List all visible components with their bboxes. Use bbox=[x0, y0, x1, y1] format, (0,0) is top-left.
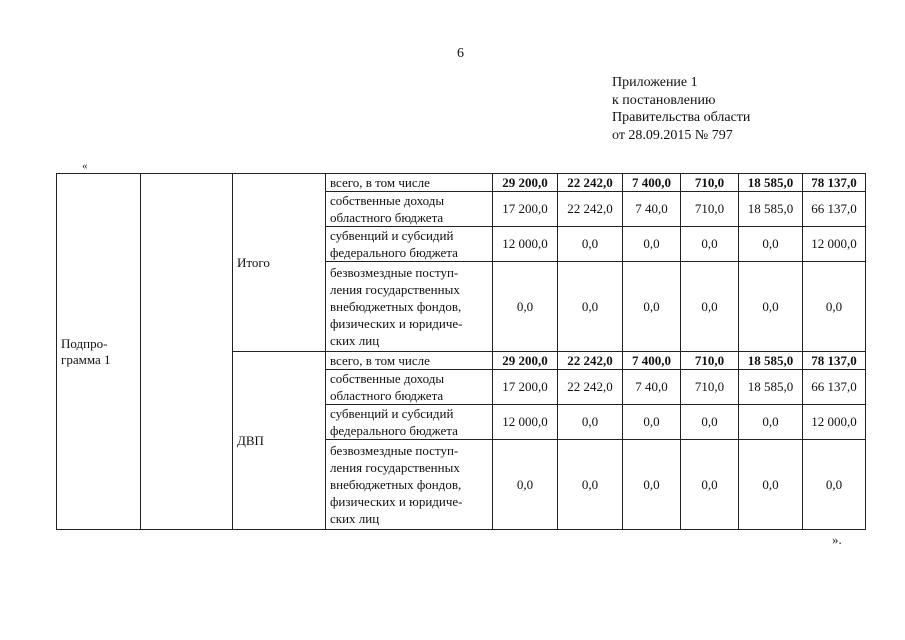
amount-cell: 0,0 bbox=[558, 227, 623, 262]
amount-cell: 710,0 bbox=[681, 352, 739, 370]
amount-cell: 7 40,0 bbox=[623, 192, 681, 227]
funding-source-cell: Итого bbox=[233, 174, 326, 352]
amount-cell: 0,0 bbox=[803, 440, 866, 530]
amount-cell: 17 200,0 bbox=[493, 370, 558, 405]
table-row bbox=[57, 174, 866, 192]
amount-cell: 710,0 bbox=[681, 192, 739, 227]
amount-cell: 0,0 bbox=[623, 405, 681, 440]
amount-cell: 0,0 bbox=[739, 440, 803, 530]
funding-type-line: физических и юридиче- bbox=[330, 494, 463, 509]
appendix-header bbox=[612, 74, 750, 144]
amount-cell: 0,0 bbox=[558, 440, 623, 530]
subprogram-name-line: Подпро- bbox=[61, 335, 108, 351]
subprogram-name-line: грамма 1 bbox=[61, 351, 111, 367]
funding-type-line: ления государственных bbox=[330, 282, 460, 297]
amount-cell: 29 200,0 bbox=[493, 174, 558, 192]
funding-type-line: всего, в том числе bbox=[330, 353, 430, 368]
amount-cell: 0,0 bbox=[623, 440, 681, 530]
funding-type-line: областного бюджета bbox=[330, 210, 444, 225]
funding-type-line: ских лиц bbox=[330, 511, 380, 526]
amount-cell: 0,0 bbox=[493, 440, 558, 530]
table-body bbox=[57, 174, 866, 530]
amount-cell: 66 137,0 bbox=[803, 370, 866, 405]
amount-cell: 7 40,0 bbox=[623, 370, 681, 405]
funding-type-cell bbox=[326, 262, 493, 352]
amount-cell: 22 242,0 bbox=[558, 352, 623, 370]
amount-cell: 7 400,0 bbox=[623, 174, 681, 192]
funding-type-line: федерального бюджета bbox=[330, 245, 458, 260]
funding-source-cell: ДВП bbox=[233, 352, 326, 530]
subprogram-cell bbox=[57, 174, 141, 530]
funding-type-line: безвозмездные поступ- bbox=[330, 443, 459, 458]
amount-cell: 0,0 bbox=[558, 262, 623, 352]
funding-type-cell bbox=[326, 370, 493, 405]
amount-cell: 22 242,0 bbox=[558, 174, 623, 192]
closing-quote: ». bbox=[832, 532, 842, 547]
funding-type-line: собственные доходы bbox=[330, 371, 445, 386]
page-number: 6 bbox=[457, 46, 464, 61]
amount-cell: 7 400,0 bbox=[623, 352, 681, 370]
amount-cell: 710,0 bbox=[681, 174, 739, 192]
amount-cell: 18 585,0 bbox=[739, 370, 803, 405]
appendix-line: к постановлению bbox=[612, 92, 716, 108]
funding-type-cell bbox=[326, 352, 493, 370]
funding-type-line: собственные доходы bbox=[330, 193, 445, 208]
funding-type-line: субвенций и субсидий bbox=[330, 228, 454, 243]
amount-cell: 0,0 bbox=[739, 405, 803, 440]
amount-cell: 0,0 bbox=[681, 227, 739, 262]
amount-cell: 0,0 bbox=[681, 440, 739, 530]
funding-type-line: физических и юридиче- bbox=[330, 316, 463, 331]
amount-cell: 0,0 bbox=[623, 262, 681, 352]
funding-type-line: субвенций и субсидий bbox=[330, 406, 454, 421]
budget-table bbox=[56, 173, 866, 530]
funding-type-line: всего, в том числе bbox=[330, 175, 430, 190]
amount-cell: 0,0 bbox=[493, 262, 558, 352]
amount-cell: 18 585,0 bbox=[739, 174, 803, 192]
funding-type-cell bbox=[326, 440, 493, 530]
funding-type-line: областного бюджета bbox=[330, 388, 444, 403]
funding-type-line: безвозмездные поступ- bbox=[330, 265, 459, 280]
amount-cell: 0,0 bbox=[803, 262, 866, 352]
amount-cell: 66 137,0 bbox=[803, 192, 866, 227]
funding-type-cell bbox=[326, 192, 493, 227]
amount-cell: 18 585,0 bbox=[739, 192, 803, 227]
funding-type-line: федерального бюджета bbox=[330, 423, 458, 438]
funding-type-line: внебюджетных фондов, bbox=[330, 477, 462, 492]
funding-type-cell bbox=[326, 174, 493, 192]
funding-type-cell bbox=[326, 405, 493, 440]
funding-type-line: внебюджетных фондов, bbox=[330, 299, 462, 314]
executor-cell bbox=[141, 174, 233, 530]
amount-cell: 29 200,0 bbox=[493, 352, 558, 370]
funding-type-line: ских лиц bbox=[330, 333, 380, 348]
amount-cell: 0,0 bbox=[623, 227, 681, 262]
amount-cell: 17 200,0 bbox=[493, 192, 558, 227]
amount-cell: 18 585,0 bbox=[739, 352, 803, 370]
amount-cell: 0,0 bbox=[681, 405, 739, 440]
amount-cell: 12 000,0 bbox=[493, 227, 558, 262]
amount-cell: 0,0 bbox=[681, 262, 739, 352]
opening-quote: « bbox=[82, 160, 88, 172]
amount-cell: 22 242,0 bbox=[558, 370, 623, 405]
appendix-line: от 28.09.2015 № 797 bbox=[612, 127, 733, 143]
amount-cell: 12 000,0 bbox=[803, 227, 866, 262]
amount-cell: 12 000,0 bbox=[493, 405, 558, 440]
amount-cell: 78 137,0 bbox=[803, 352, 866, 370]
appendix-line: Приложение 1 bbox=[612, 75, 698, 90]
appendix-line: Правительства области bbox=[612, 110, 751, 125]
amount-cell: 12 000,0 bbox=[803, 405, 866, 440]
funding-type-line: ления государственных bbox=[330, 460, 460, 475]
amount-cell: 78 137,0 bbox=[803, 174, 866, 192]
amount-cell: 710,0 bbox=[681, 370, 739, 405]
amount-cell: 22 242,0 bbox=[558, 192, 623, 227]
amount-cell: 0,0 bbox=[558, 405, 623, 440]
funding-type-cell bbox=[326, 227, 493, 262]
amount-cell: 0,0 bbox=[739, 227, 803, 262]
amount-cell: 0,0 bbox=[739, 262, 803, 352]
